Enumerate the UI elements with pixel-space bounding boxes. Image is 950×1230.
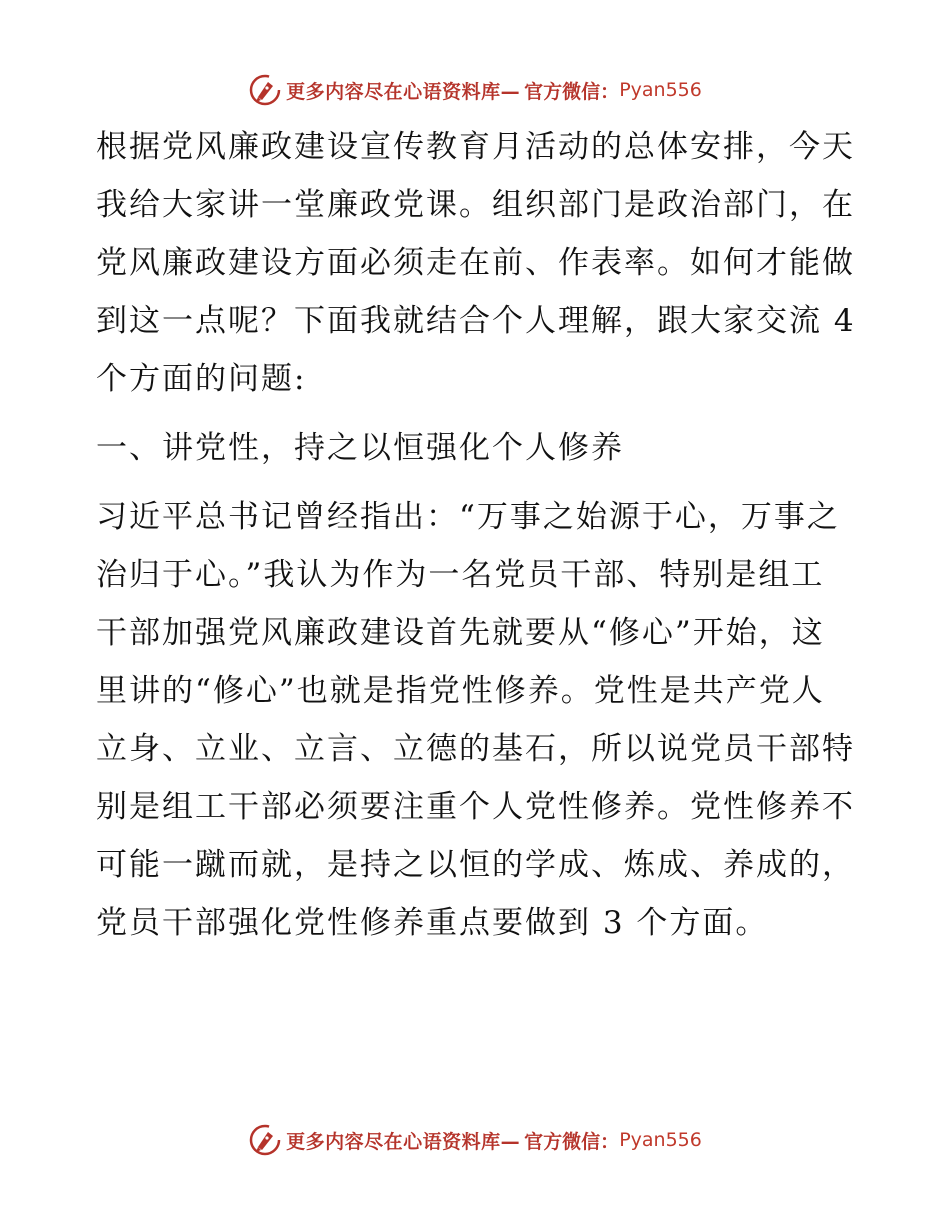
banner-site-text: 更多内容尽在心语资料库— xyxy=(286,1130,521,1153)
banner-wechat-account: Pyan556 xyxy=(619,79,702,101)
section-1-heading: 一、讲党性，持之以恒强化个人修养 xyxy=(96,430,624,466)
pen-nib-logo-icon xyxy=(248,73,282,107)
pen-nib-logo-icon xyxy=(248,1123,282,1157)
section-1-paragraph: 习近平总书记曾经指出：“万事之始源于心，万事之治归于心。”我认为作为一名党员干部、特别是组工干部加强党风廉政建设首先就要从“修心”开始，这里讲的“修心”也就是指党性修养。党性是共产党人立身、立业、立言、立德的基石，所以说党员干部特别是组工干部必须要注重个人党性修养。党性修养不可能一蹴而就，是持之以恒的学成、炼成、养成的，党员干部强化党性修养重点要做到 3 个方面。 xyxy=(96,499,855,941)
header-watermark-banner xyxy=(0,70,950,110)
banner-wechat-label: 官方微信： xyxy=(524,1130,620,1153)
banner-site-text: 更多内容尽在心语资料库— xyxy=(286,80,521,103)
banner-wechat-account: Pyan556 xyxy=(619,1129,702,1151)
document-body xyxy=(96,118,856,952)
intro-paragraph: 根据党风廉政建设宣传教育月活动的总体安排，今天我给大家讲一堂廉政党课。组织部门是政治部门，在党风廉政建设方面必须走在前、作表率。如何才能做到这一点呢？下面我就结合个人理解，跟大家交流 4 个方面的问题: xyxy=(96,129,856,397)
footer-watermark-banner xyxy=(0,1120,950,1160)
banner-wechat-label: 官方微信： xyxy=(524,80,620,103)
